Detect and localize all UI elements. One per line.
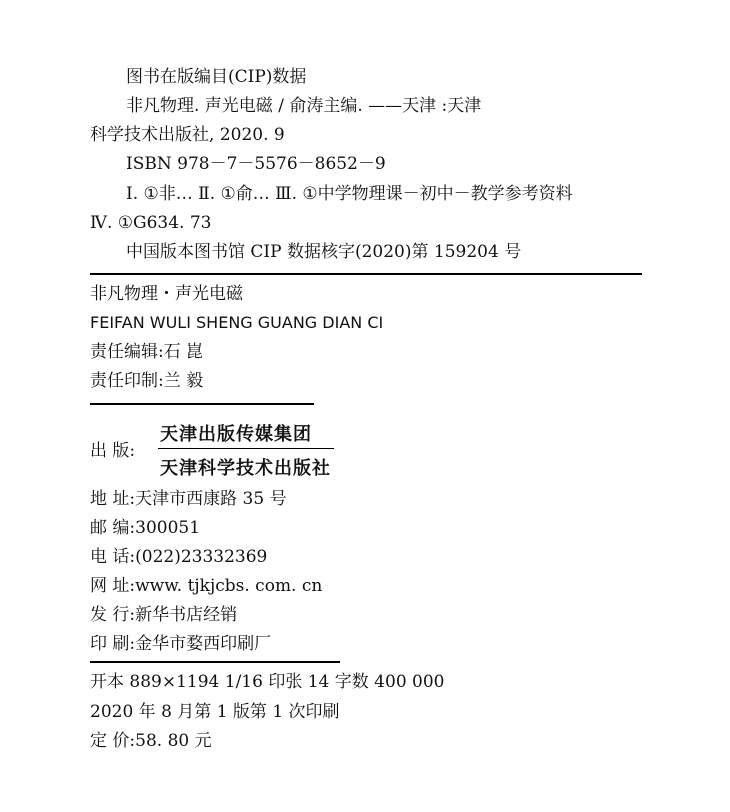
detail-printer: 印 刷:金华市婺西印刷厂	[90, 634, 272, 654]
cip-verification: 中国版本图书馆 CIP 数据核字(2020)第 159204 号	[126, 242, 522, 262]
detail-website: 网 址:www. tjkjcbs. com. cn	[90, 576, 323, 596]
publisher-group: 天津出版传媒集团	[160, 424, 312, 445]
book-editor: 责任编辑:石 崑	[90, 342, 204, 362]
divider-rule-top	[90, 273, 642, 275]
cip-classification-line-2: Ⅳ. ①G634. 73	[90, 213, 212, 233]
publisher-label: 出 版:	[90, 441, 136, 461]
cip-isbn: ISBN 978－7－5576－8652－9	[126, 154, 386, 174]
cip-title-line-2: 科学技术出版社, 2020. 9	[90, 125, 285, 145]
print-price: 定 价:58. 80 元	[90, 731, 212, 751]
publisher-names	[158, 416, 338, 480]
cip-title-line-1: 非凡物理. 声光电磁 / 俞涛主编. ——天津 :天津	[126, 96, 482, 116]
print-format: 开本 889×1194 1/16 印张 14 字数 400 000	[90, 672, 445, 692]
print-edition: 2020 年 8 月第 1 版第 1 次印刷	[90, 702, 340, 722]
publisher-press: 天津科学技术出版社	[160, 458, 331, 479]
detail-distributor: 发 行:新华书店经销	[90, 605, 238, 625]
book-printing-manager: 责任印制:兰 毅	[90, 371, 204, 391]
book-title-pinyin: FEIFAN WULI SHENG GUANG DIAN CI	[90, 313, 384, 332]
detail-phone: 电 话:(022)23332369	[90, 547, 268, 567]
cip-classification-line-1: Ⅰ. ①非… Ⅱ. ①俞… Ⅲ. ①中学物理课－初中－教学参考资料	[126, 184, 573, 204]
divider-rule-short	[90, 403, 314, 405]
detail-address: 地 址:天津市西康路 35 号	[90, 489, 287, 509]
cip-heading: 图书在版编目(CIP)数据	[126, 67, 307, 87]
divider-rule-bottom	[90, 661, 340, 663]
publisher-divider	[158, 448, 334, 449]
detail-postcode: 邮 编:300051	[90, 518, 201, 538]
book-title-cn: 非凡物理・声光电磁	[90, 284, 243, 304]
